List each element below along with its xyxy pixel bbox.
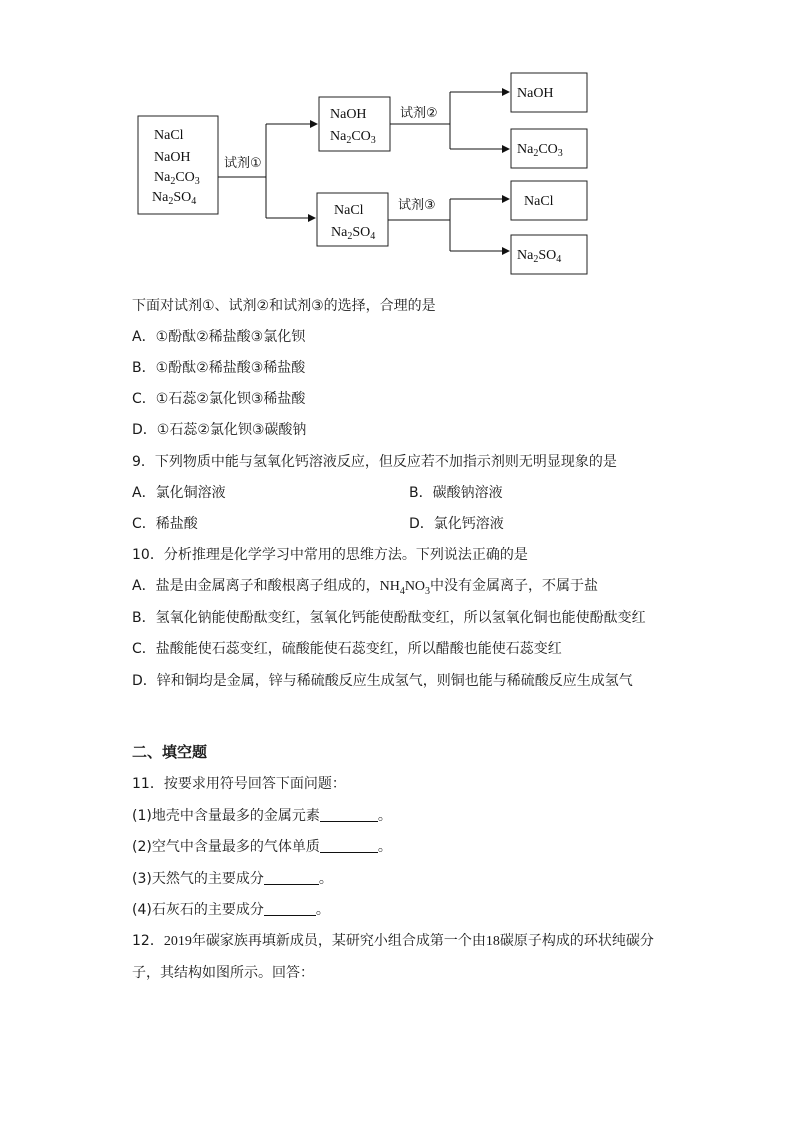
q8-option-b: B．①酚酞②稀盐酸③稀盐酸 — [132, 360, 306, 376]
result-nacl: NaCl — [524, 194, 554, 209]
q12-line-1 — [132, 931, 654, 952]
section-title: 二、填空题 — [132, 743, 208, 761]
reagent3-label: 试剂③ — [398, 198, 436, 213]
q11-item-4 — [132, 900, 330, 920]
q11-item-2 — [132, 837, 392, 857]
q10-option-a-formula: $NH_4NO_3$ — [379, 579, 431, 597]
q11-stem: 11．按要求用符号回答下面问题： — [132, 776, 346, 792]
q11-item-1-text: (1)地壳中含量最多的金属元素 — [132, 808, 320, 824]
start-naoh: NaOH — [154, 150, 191, 165]
q10-option-b: B．氢氧化钠能使酚酞变红，氢氧化钙能使酚酞变红，所以氢氧化铜也能使酚酞变红 — [132, 610, 646, 626]
q11-item-4-text: (4)石灰石的主要成分 — [132, 902, 264, 918]
q12-year: 2019 — [163, 934, 192, 949]
q9-option-a: A．氯化铜溶液 — [132, 485, 226, 501]
mid-nacl: NaCl — [334, 203, 364, 218]
reagent2-label: 试剂② — [400, 106, 438, 121]
q10-stem: 10．分析推理是化学学习中常用的思维方法。下列说法正确的是 — [132, 547, 528, 563]
mid-na2co3: $Na_2CO_3$ — [330, 129, 376, 146]
mid-naoh: NaOH — [330, 107, 367, 122]
start-nacl: NaCl — [154, 128, 184, 143]
q12-number: 12． — [132, 933, 164, 949]
q10-option-d: D．锌和铜均是金属，锌与稀硫酸反应生成氢气，则铜也能与稀硫酸反应生成氢气 — [132, 673, 633, 689]
mid-na2so4: $Na_2SO_4$ — [331, 225, 376, 242]
result-na2so4: $Na_2SO_4$ — [517, 248, 562, 265]
q11-item-3-end: 。 — [318, 871, 333, 887]
answer-blank-2[interactable] — [320, 838, 378, 853]
q11-item-1 — [132, 806, 392, 826]
q9-option-b: B．碳酸钠溶液 — [409, 485, 503, 501]
q9-stem: 9．下列物质中能与氢氧化钙溶液反应，但反应若不加指示剂则无明显现象的是 — [132, 454, 617, 470]
q10-option-c: C．盐酸能使石蕊变红，硫酸能使石蕊变红，所以醋酸也能使石蕊变红 — [132, 641, 562, 657]
q12-atom-count: 18 — [485, 934, 500, 949]
q11-item-2-text: (2)空气中含量最多的气体单质 — [132, 839, 320, 855]
result-naoh: NaOH — [517, 86, 554, 101]
q9-option-d: D．氯化钙溶液 — [409, 516, 504, 532]
q12-line-2: 子，其结构如图所示。回答： — [132, 965, 314, 981]
q10-option-a-text2: 中没有金属离子，不属于盐 — [430, 578, 599, 594]
q11-item-3-text: (3)天然气的主要成分 — [132, 871, 264, 887]
q11-item-4-end: 。 — [315, 902, 330, 918]
reagent1-label: 试剂① — [224, 156, 262, 171]
q8-stem: 下面对试剂①、试剂②和试剂③的选择，合理的是 — [132, 298, 436, 314]
start-na2co3: $Na_2CO_3$ — [154, 170, 200, 187]
start-na2so4: $Na_2SO_4$ — [152, 190, 197, 207]
answer-blank-1[interactable] — [320, 807, 378, 822]
q12-text-b: 年碳家族再填新成员，某研究小组合成第一个由 — [191, 933, 486, 949]
q11-item-2-end: 。 — [377, 839, 392, 855]
result-na2co3: $Na_2CO_3$ — [517, 142, 563, 159]
q10-option-a-text1: A．盐是由金属离子和酸根离子组成的， — [132, 578, 380, 594]
answer-blank-4[interactable] — [264, 901, 316, 916]
q10-option-a — [132, 576, 598, 597]
separation-flow-diagram — [0, 0, 794, 290]
q12-text-c: 碳原子构成的环状纯碳分 — [499, 933, 654, 949]
q8-option-d: D．①石蕊②氯化钡③碳酸钠 — [132, 422, 307, 438]
q11-item-1-end: 。 — [377, 808, 392, 824]
q8-option-c: C．①石蕊②氯化钡③稀盐酸 — [132, 391, 306, 407]
q8-option-a: A．①酚酞②稀盐酸③氯化钡 — [132, 329, 306, 345]
answer-blank-3[interactable] — [264, 870, 319, 885]
q11-item-3 — [132, 869, 333, 889]
q9-option-c: C．稀盐酸 — [132, 516, 198, 532]
